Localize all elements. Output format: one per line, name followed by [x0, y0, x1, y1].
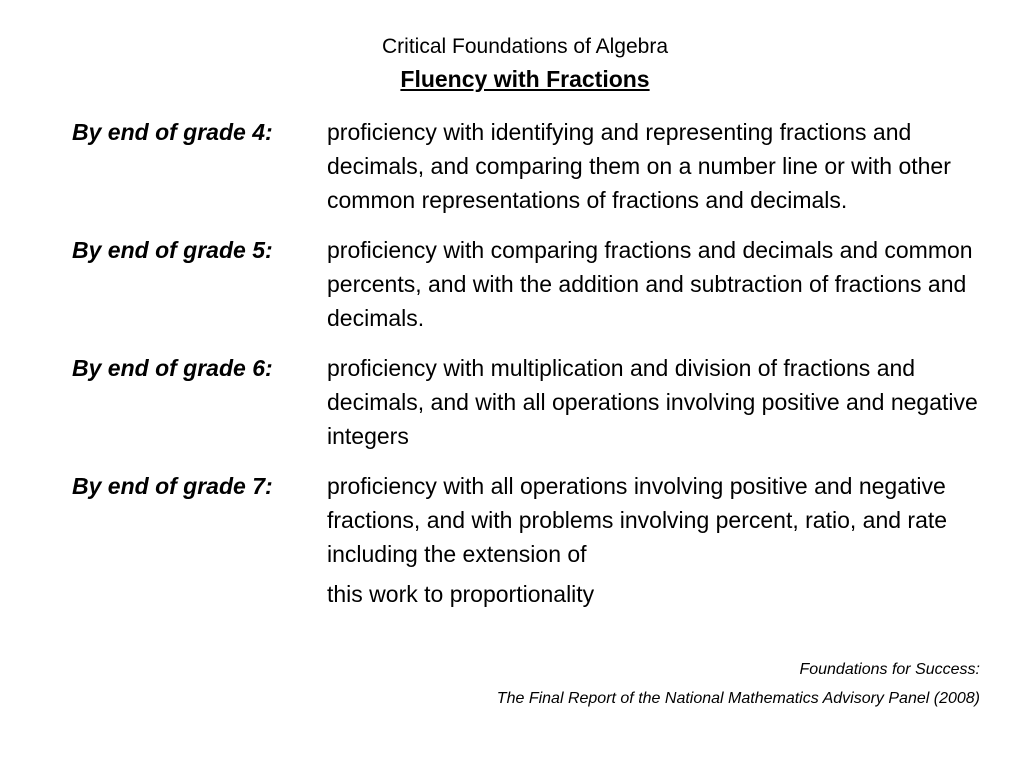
grade-item-6: [72, 351, 1002, 453]
citation-line-2: The Final Report of the National Mathematics Advisory Panel (2008): [496, 690, 980, 707]
grade-description: proficiency with multiplication and division of fractions and decimals, and with all operations involving positive and negative integers: [327, 355, 978, 449]
citation: [497, 655, 980, 713]
grade-description: proficiency with comparing fractions and decimals and common percents, and with the addition and subtraction of fractions and decimals.: [327, 237, 973, 331]
grade-description-tail: this work to proportionality: [327, 581, 595, 607]
citation-line-1: Foundations for Success:: [799, 661, 980, 678]
slide-subtitle: Critical Foundations of Algebra: [382, 35, 668, 58]
grade-item-4: [72, 115, 1002, 217]
grade-description: proficiency with identifying and representing fractions and decimals, and comparing them on a number line or with other common representations of fractions and decimals.: [327, 119, 951, 213]
grade-label: By end of grade 5:: [72, 237, 273, 263]
grade-list: [72, 115, 1002, 627]
grade-description-main: proficiency with all operations involving positive and negative fractions, and with problems involving percent, ratio, and rate including the extension of: [327, 473, 948, 567]
grade-label: By end of grade 4:: [72, 119, 273, 145]
grade-label: By end of grade 7:: [72, 473, 273, 499]
grade-item-5: [72, 233, 1002, 335]
grade-description: [327, 469, 987, 611]
grade-item-7: [72, 469, 1002, 611]
slide-title: Fluency with Fractions: [400, 66, 650, 92]
grade-label: By end of grade 6:: [72, 355, 273, 381]
